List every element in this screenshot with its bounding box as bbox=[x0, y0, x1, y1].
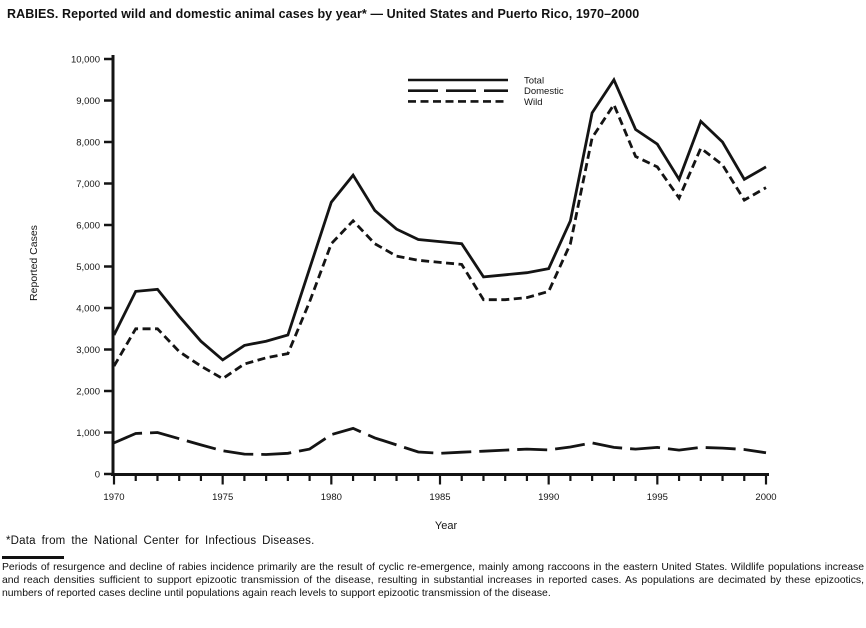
y-tick-label: 6,000 bbox=[76, 220, 100, 232]
data-source-footnote: *Data from the National Center for Infectious Diseases. bbox=[6, 535, 315, 547]
y-tick-label: 5,000 bbox=[76, 261, 100, 273]
figure-title: RABIES. Reported wild and domestic animal cases by year* — United States and Puerto Rico, 1970–2000 bbox=[7, 7, 640, 21]
x-tick-label: 1970 bbox=[103, 492, 125, 503]
y-tick-label: 0 bbox=[94, 469, 100, 481]
y-axis-ticks bbox=[71, 54, 113, 480]
legend bbox=[408, 75, 564, 107]
x-tick-label: 1985 bbox=[429, 492, 451, 503]
x-tick-label: 2000 bbox=[755, 492, 777, 503]
x-tick-label: 1975 bbox=[212, 492, 234, 503]
x-axis-title: Year bbox=[434, 520, 458, 532]
y-axis-title: Reported Cases bbox=[28, 225, 40, 301]
legend-wild-label: Wild bbox=[524, 96, 543, 108]
y-tick-label: 9,000 bbox=[76, 95, 100, 107]
x-axis-ticks bbox=[103, 475, 776, 504]
axes bbox=[111, 55, 769, 476]
x-tick-label: 1995 bbox=[646, 492, 668, 503]
x-tick-label: 1990 bbox=[538, 492, 560, 503]
explanatory-note: Periods of resurgence and decline of rabies incidence primarily are the result of cyclic re-emergence, mainly among raccoons in the eastern United States. Wildlife populations increase and reach densities sufficient to support epizootic transmission of the disease, resulting in substantial increases in reported cases. As populations are decimated by these epizootics, numbers of reported cases decline until populations again reach levels to support epizootic transmission of the disease. bbox=[2, 562, 864, 599]
y-tick-label: 2,000 bbox=[76, 386, 100, 398]
y-tick-label: 4,000 bbox=[76, 303, 100, 315]
y-tick-label: 10,000 bbox=[70, 54, 100, 66]
total-line bbox=[114, 80, 766, 360]
y-tick-label: 3,000 bbox=[76, 344, 100, 356]
domestic-line bbox=[114, 428, 766, 454]
legend-total-label: Total bbox=[524, 75, 545, 87]
x-tick-label: 1980 bbox=[320, 492, 342, 503]
y-tick-label: 8,000 bbox=[76, 137, 100, 149]
y-tick-label: 1,000 bbox=[76, 427, 100, 439]
legend-domestic-label: Domestic bbox=[524, 86, 564, 98]
note-divider-rule bbox=[2, 556, 64, 559]
y-tick-label: 7,000 bbox=[76, 178, 100, 190]
